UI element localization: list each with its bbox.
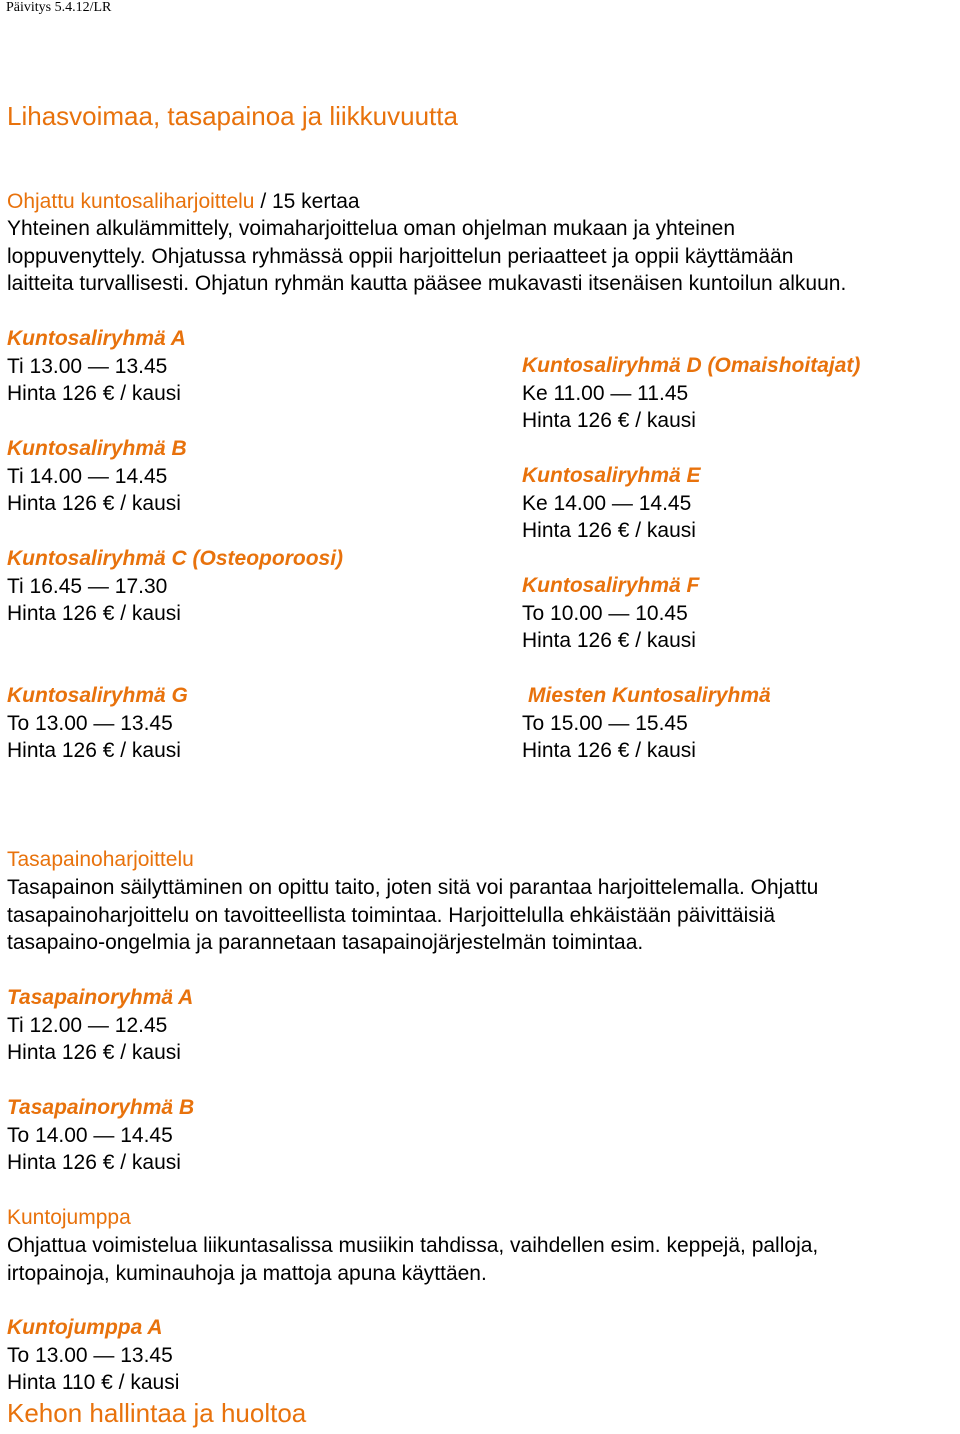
group-miesten-kuntosali bbox=[522, 682, 771, 765]
kuntosali-description bbox=[7, 215, 846, 298]
kuntosali-title bbox=[7, 188, 360, 216]
group-price: Hinta 126 € / kausi bbox=[522, 519, 696, 542]
group-kuntosali-b bbox=[7, 435, 187, 518]
group-name: Kuntosaliryhmä D (Omaishoitajat) bbox=[522, 354, 861, 377]
group-price: Hinta 126 € / kausi bbox=[7, 739, 181, 762]
group-time: Ti 16.45 — 17.30 bbox=[7, 574, 168, 598]
group-kuntosali-g bbox=[7, 682, 188, 765]
tasapaino-title: Tasapainoharjoittelu bbox=[7, 848, 194, 871]
description-line: laitteita turvallisesti. Ohjatun ryhmän kautta pääsee mukavasti itsenäisen kuntoilun alkuun. bbox=[7, 272, 847, 295]
kuntojumppa-description bbox=[7, 1232, 818, 1287]
description-line: tasapainoharjoittelu on tavoitteellista toimintaa. Harjoittelulla ehkäistään päivittäisiä bbox=[7, 903, 776, 927]
group-name: Kuntosaliryhmä C (Osteoporoosi) bbox=[7, 547, 344, 570]
tasapaino-description bbox=[7, 874, 818, 957]
group-price: Hinta 126 € / kausi bbox=[7, 602, 181, 625]
group-time: Ti 14.00 — 14.45 bbox=[7, 464, 168, 488]
group-price: Hinta 126 € / kausi bbox=[522, 739, 696, 762]
group-kuntosali-a bbox=[7, 325, 186, 408]
group-price: Hinta 126 € / kausi bbox=[7, 1041, 181, 1064]
kuntosali-title-rest: / 15 kertaa bbox=[254, 190, 360, 213]
description-line: loppuvenyttely. Ohjatussa ryhmässä oppii harjoittelun periaatteet ja oppii käyttämään bbox=[7, 244, 794, 268]
description-line: tasapaino-ongelmia ja parannetaan tasapainojärjestelmän toimintaa. bbox=[7, 931, 644, 954]
version-label: Päivitys 5.4.12/LR bbox=[6, 0, 112, 15]
group-name: Kuntosaliryhmä G bbox=[7, 684, 188, 707]
next-section-heading: Kehon hallintaa ja huoltoa bbox=[7, 1398, 307, 1428]
group-time: To 10.00 — 10.45 bbox=[522, 601, 688, 625]
group-name: Tasapainoryhmä A bbox=[7, 986, 194, 1009]
description-line: Tasapainon säilyttäminen on opittu taito, joten sitä voi parantaa harjoittelemalla. Ohjattu bbox=[7, 876, 819, 899]
kuntosali-title-link: Ohjattu kuntosaliharjoittelu bbox=[7, 190, 255, 213]
group-time: To 14.00 — 14.45 bbox=[7, 1123, 173, 1147]
group-name: Tasapainoryhmä B bbox=[7, 1096, 195, 1119]
group-kuntosali-c bbox=[7, 545, 343, 628]
description-line: Yhteinen alkulämmittely, voimaharjoittelua oman ohjelman mukaan ja yhteinen bbox=[7, 217, 736, 240]
kuntojumppa-title: Kuntojumppa bbox=[7, 1206, 131, 1229]
group-name: Kuntojumppa A bbox=[7, 1316, 163, 1339]
page-title: Lihasvoimaa, tasapainoa ja liikkuvuutta bbox=[7, 101, 458, 131]
group-price: Hinta 126 € / kausi bbox=[522, 409, 696, 432]
group-price: Hinta 126 € / kausi bbox=[7, 492, 181, 515]
group-kuntosali-d bbox=[522, 352, 860, 435]
group-time: Ti 13.00 — 13.45 bbox=[7, 354, 168, 378]
group-name: Miesten Kuntosaliryhmä bbox=[528, 684, 771, 707]
group-name: Kuntosaliryhmä A bbox=[7, 327, 186, 350]
group-name: Kuntosaliryhmä E bbox=[522, 464, 701, 487]
group-tasapaino-a bbox=[7, 984, 193, 1067]
group-tasapaino-b bbox=[7, 1094, 194, 1177]
group-time: Ti 12.00 — 12.45 bbox=[7, 1013, 168, 1037]
group-kuntosali-f bbox=[522, 572, 699, 655]
group-price: Hinta 126 € / kausi bbox=[7, 382, 181, 405]
group-price: Hinta 110 € / kausi bbox=[7, 1371, 180, 1394]
group-time: To 13.00 — 13.45 bbox=[7, 711, 173, 735]
group-time: Ke 11.00 — 11.45 bbox=[522, 381, 689, 405]
description-line: Ohjattua voimistelua liikuntasalissa musiikin tahdissa, vaihdellen esim. keppejä, palloja, bbox=[7, 1234, 819, 1257]
group-time: To 15.00 — 15.45 bbox=[522, 711, 688, 735]
group-kuntojumppa-a bbox=[7, 1314, 179, 1397]
group-name: Kuntosaliryhmä B bbox=[7, 437, 187, 460]
group-price: Hinta 126 € / kausi bbox=[522, 629, 696, 652]
description-line: irtopainoja, kuminauhoja ja mattoja apuna käyttäen. bbox=[7, 1261, 487, 1285]
group-time: Ke 14.00 — 14.45 bbox=[522, 491, 692, 515]
group-name: Kuntosaliryhmä F bbox=[522, 574, 700, 597]
group-price: Hinta 126 € / kausi bbox=[7, 1151, 181, 1174]
group-kuntosali-e bbox=[522, 462, 701, 545]
group-time: To 13.00 — 13.45 bbox=[7, 1343, 173, 1367]
